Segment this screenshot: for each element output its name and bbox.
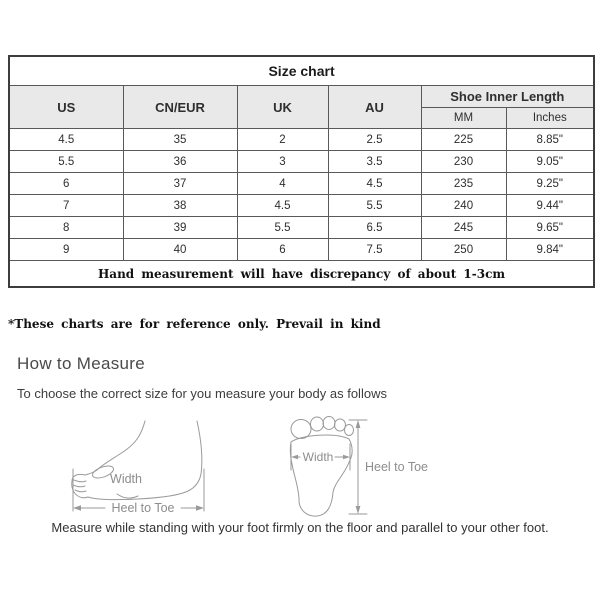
reference-note: *These charts are for reference only. Prevail in kind <box>8 317 381 331</box>
size-cell: 3.5 <box>328 151 421 173</box>
size-cell: 40 <box>123 239 237 261</box>
size-cell: 9.65" <box>506 217 594 239</box>
table-row <box>9 173 594 195</box>
size-cell: 9.05" <box>506 151 594 173</box>
size-cell: 7.5 <box>328 239 421 261</box>
measuring-instruction-note: Measure while standing with your foot firmly on the floor and parallel to your other foot. <box>51 520 549 535</box>
foot-sole-view-diagram <box>285 412 435 520</box>
size-cell: 245 <box>421 217 506 239</box>
size-cell: 39 <box>123 217 237 239</box>
arrow-right-icon <box>196 505 204 510</box>
table-row <box>9 217 594 239</box>
table-footnote-row <box>9 261 594 288</box>
table-header-row <box>9 86 594 108</box>
table-title: Size chart <box>9 56 594 86</box>
arrow-left-icon <box>73 505 81 510</box>
how-to-measure-heading: How to Measure <box>17 354 145 373</box>
arrow-down-icon <box>356 506 361 514</box>
side-heel-to-toe-label: Heel to Toe <box>111 501 175 515</box>
size-cell: 9.25" <box>506 173 594 195</box>
size-cell: 9.84" <box>506 239 594 261</box>
size-cell: 5.5 <box>9 151 123 173</box>
foot-side-outline <box>85 421 145 475</box>
column-header-inches: Inches <box>506 108 594 129</box>
size-cell: 4.5 <box>328 173 421 195</box>
arrow-right-icon <box>343 455 350 459</box>
size-chart-table <box>8 55 595 288</box>
size-cell: 35 <box>123 129 237 151</box>
big-toe <box>291 420 311 439</box>
table-row <box>9 239 594 261</box>
size-cell: 6 <box>9 173 123 195</box>
size-cell: 7 <box>9 195 123 217</box>
table-title-row <box>9 56 594 86</box>
size-cell: 4.5 <box>237 195 328 217</box>
size-cell: 3 <box>237 151 328 173</box>
arrow-up-icon <box>356 420 361 428</box>
sole-heel-to-toe-label: Heel to Toe <box>365 460 429 474</box>
size-cell: 4.5 <box>9 129 123 151</box>
table-row <box>9 195 594 217</box>
size-cell: 4 <box>237 173 328 195</box>
arrow-left-icon <box>291 455 298 459</box>
size-cell: 2.5 <box>328 129 421 151</box>
size-cell: 6.5 <box>328 217 421 239</box>
column-header-shoe-inner-length: Shoe Inner Length <box>421 86 594 108</box>
column-header-us: US <box>9 86 123 129</box>
table-row <box>9 151 594 173</box>
sole-width-label: Width <box>302 450 334 464</box>
size-cell: 2 <box>237 129 328 151</box>
size-cell: 240 <box>421 195 506 217</box>
size-cell: 5.5 <box>237 217 328 239</box>
size-cell: 37 <box>123 173 237 195</box>
column-header-mm: MM <box>421 108 506 129</box>
size-cell: 8 <box>9 217 123 239</box>
size-cell: 250 <box>421 239 506 261</box>
size-cell: 230 <box>421 151 506 173</box>
column-header-au: AU <box>328 86 421 129</box>
size-cell: 9 <box>9 239 123 261</box>
size-cell: 38 <box>123 195 237 217</box>
foot-side-view-diagram <box>63 414 213 518</box>
foot-side-toes <box>72 474 88 497</box>
table-row <box>9 129 594 151</box>
size-cell: 36 <box>123 151 237 173</box>
size-cell: 6 <box>237 239 328 261</box>
size-cell: 225 <box>421 129 506 151</box>
column-header-uk: UK <box>237 86 328 129</box>
size-cell: 8.85" <box>506 129 594 151</box>
how-to-measure-instruction: To choose the correct size for you measure your body as follows <box>17 386 387 401</box>
column-header-cn-eur: CN/EUR <box>123 86 237 129</box>
side-width-label: Width <box>110 472 142 486</box>
size-cell: 235 <box>421 173 506 195</box>
table-footnote: Hand measurement will have discrepancy of about 1-3cm <box>9 261 594 288</box>
footprint-outline <box>290 435 352 516</box>
size-cell: 9.44" <box>506 195 594 217</box>
size-cell: 5.5 <box>328 195 421 217</box>
